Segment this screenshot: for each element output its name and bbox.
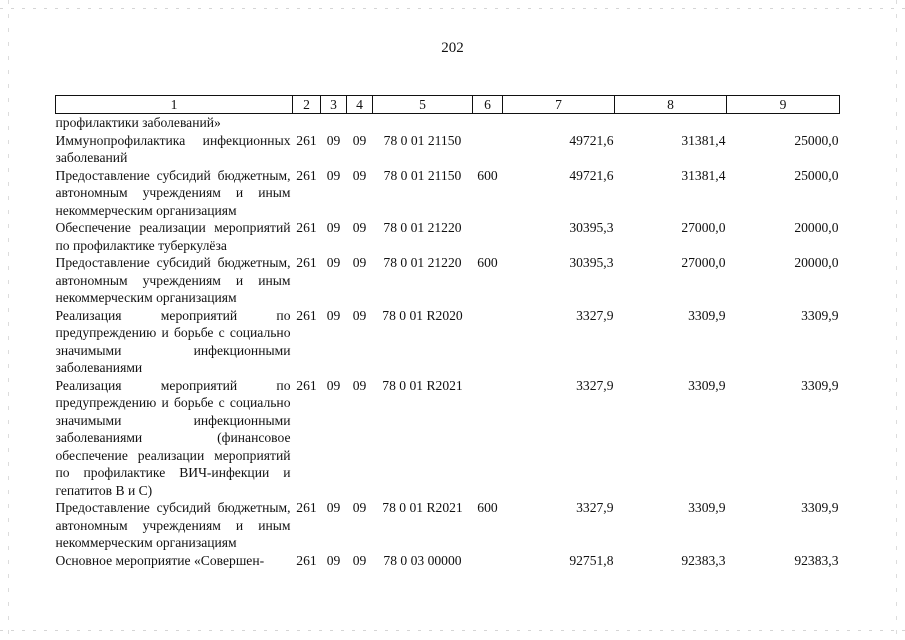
cell-col7 — [503, 114, 615, 132]
table-row — [56, 254, 840, 307]
cell-col2: 261 — [296, 255, 317, 270]
cell-col7: 49721,6 — [569, 132, 614, 148]
cell-col8: 31381,4 — [681, 132, 726, 148]
cell-col2: 261 — [296, 552, 317, 568]
cell-col7: 3327,9 — [576, 500, 614, 515]
table-row — [56, 499, 840, 552]
cell-col6 — [473, 377, 503, 500]
cell-col9: 3309,9 — [801, 377, 839, 393]
row-name: профилактики заболеваний» — [55, 115, 221, 130]
cell-col5: 78 0 01 R2021 — [382, 500, 463, 515]
cell-col2 — [293, 114, 321, 132]
cell-col8: 27000,0 — [681, 220, 726, 235]
cell-col5: 78 0 01 R2020 — [382, 307, 463, 323]
cell-col6 — [473, 132, 503, 167]
cell-col2: 261 — [296, 500, 317, 515]
column-header: 9 — [727, 96, 840, 114]
cell-col8: 31381,4 — [681, 167, 726, 183]
cell-col3: 09 — [326, 220, 341, 235]
cell-col4: 09 — [352, 500, 367, 515]
cell-col6: 600 — [477, 255, 498, 270]
row-name: Предоставление субсидий бюджетным, автономным учреждениям и иным некоммерческим организациям — [55, 500, 291, 550]
cell-col4: 09 — [352, 552, 367, 568]
cell-col3: 09 — [326, 552, 341, 568]
cell-col5: 78 0 03 00000 — [383, 552, 462, 568]
column-header: 6 — [473, 96, 503, 114]
cell-col3: 09 — [326, 132, 341, 148]
page-number: 202 — [441, 40, 464, 56]
cell-col4 — [347, 114, 373, 132]
cell-col7: 30395,3 — [569, 220, 614, 235]
cell-col3: 09 — [326, 255, 341, 270]
cell-col9: 25000,0 — [794, 132, 839, 148]
scan-top-edge — [0, 8, 905, 9]
table-row — [56, 114, 840, 132]
cell-col9: 92383,3 — [794, 552, 839, 568]
column-header: 3 — [321, 96, 347, 114]
cell-col2: 261 — [296, 167, 317, 183]
cell-col7: 30395,3 — [569, 255, 614, 270]
row-name: Предоставление субсидий бюджетным, автономным учреждениям и иным некоммерческим организациям — [55, 167, 291, 218]
cell-col6 — [473, 114, 503, 132]
cell-col5: 78 0 01 21150 — [383, 132, 462, 148]
cell-col5: 78 0 01 21150 — [383, 167, 462, 183]
column-header: 1 — [56, 96, 293, 114]
column-header: 4 — [347, 96, 373, 114]
column-header: 7 — [503, 96, 615, 114]
scan-right-edge — [896, 0, 897, 640]
cell-col8: 3309,9 — [688, 377, 726, 393]
cell-col8: 3309,9 — [688, 500, 726, 515]
cell-col9: 3309,9 — [801, 500, 839, 515]
cell-col4: 09 — [352, 255, 367, 270]
table-row — [56, 552, 840, 570]
row-name: Обеспечение реализации мероприятий по профилактике туберкулёза — [55, 220, 291, 253]
table-row — [56, 377, 840, 500]
cell-col3: 09 — [326, 377, 341, 393]
cell-col6 — [473, 307, 503, 377]
scan-left-edge — [8, 0, 9, 640]
cell-col6 — [473, 219, 503, 254]
cell-col4: 09 — [352, 132, 367, 148]
row-name: Реализация мероприятий по предупреждению и борьбе с социально значимыми инфекционными заболеваниями — [55, 307, 291, 375]
cell-col3: 09 — [326, 307, 341, 323]
cell-col3: 09 — [326, 167, 341, 183]
cell-col3 — [321, 114, 347, 132]
cell-col9: 20000,0 — [794, 255, 839, 270]
cell-col5: 78 0 01 21220 — [383, 255, 462, 270]
cell-col6: 600 — [477, 167, 498, 183]
column-header: 8 — [615, 96, 727, 114]
cell-col4: 09 — [352, 307, 367, 323]
cell-col2: 261 — [296, 377, 317, 393]
cell-col2: 261 — [296, 132, 317, 148]
row-name: Иммунопрофилактика инфекционных заболеваний — [55, 132, 291, 165]
table-row — [56, 307, 840, 377]
cell-col8 — [615, 114, 727, 132]
cell-col9 — [727, 114, 840, 132]
cell-col7: 3327,9 — [576, 377, 614, 393]
cell-col5: 78 0 01 R2021 — [382, 377, 463, 393]
cell-col6: 600 — [477, 500, 498, 515]
scan-bottom-edge — [0, 630, 905, 631]
cell-col8: 3309,9 — [688, 307, 726, 323]
header-row — [56, 96, 840, 114]
row-name: Основное мероприятие «Совершен- — [55, 552, 265, 568]
cell-col4: 09 — [352, 167, 367, 183]
row-name: Реализация мероприятий по предупреждению и борьбе с социально значимыми инфекционными заболеваниями (финансовое обеспечение реализации мероприятий по профилактике ВИЧ-инфекции и гепатитов В и С) — [55, 377, 291, 498]
cell-col9: 3309,9 — [801, 307, 839, 323]
cell-col9: 25000,0 — [794, 167, 839, 183]
cell-col7: 3327,9 — [576, 307, 614, 323]
cell-col8: 92383,3 — [681, 552, 726, 568]
row-name: Предоставление субсидий бюджетным, автономным учреждениям и иным некоммерческим организациям — [55, 255, 291, 305]
column-header: 5 — [373, 96, 473, 114]
budget-table — [55, 95, 840, 569]
cell-col5 — [373, 114, 473, 132]
column-header: 2 — [293, 96, 321, 114]
cell-col9: 20000,0 — [794, 220, 839, 235]
cell-col8: 27000,0 — [681, 255, 726, 270]
cell-col7: 49721,6 — [569, 167, 614, 183]
cell-col4: 09 — [352, 377, 367, 393]
cell-col6 — [473, 552, 503, 570]
cell-col4: 09 — [352, 220, 367, 235]
table-row — [56, 132, 840, 167]
cell-col5: 78 0 01 21220 — [383, 220, 462, 235]
table-row — [56, 167, 840, 220]
cell-col2: 261 — [296, 307, 317, 323]
cell-col3: 09 — [326, 500, 341, 515]
cell-col7: 92751,8 — [569, 552, 614, 568]
table-row — [56, 219, 840, 254]
cell-col2: 261 — [296, 220, 317, 235]
